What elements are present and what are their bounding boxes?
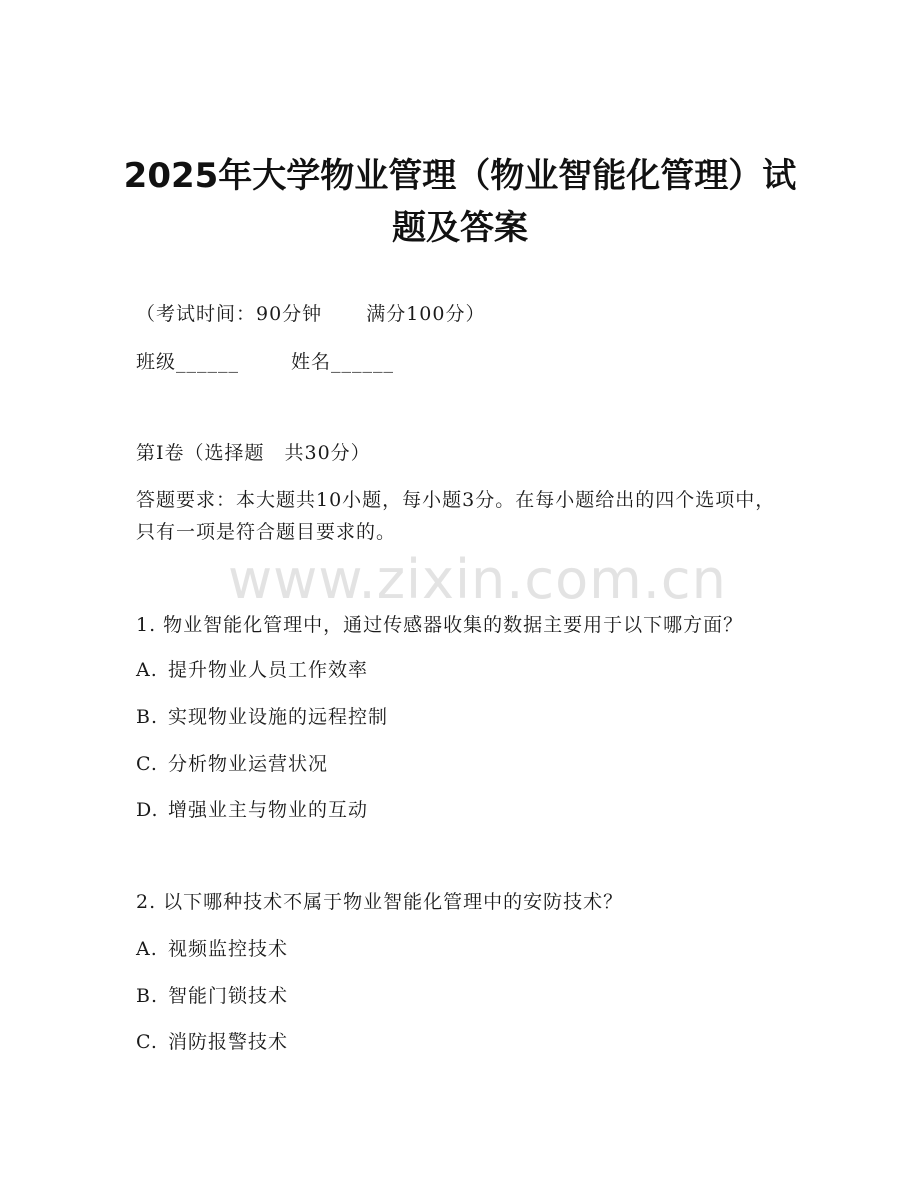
option-text: 视频监控技术 — [168, 938, 289, 960]
exam-time: （考试时间：90分钟 — [136, 303, 323, 325]
exam-info — [136, 302, 485, 326]
option-text: 智能门锁技术 — [168, 985, 289, 1007]
student-info — [136, 350, 394, 374]
option-text: 增强业主与物业的互动 — [168, 799, 369, 821]
question-1-stem: 1. 物业智能化管理中，通过传感器收集的数据主要用于以下哪方面？ — [136, 614, 744, 636]
option-text: 消防报警技术 — [168, 1031, 289, 1053]
option-label: A. — [136, 938, 158, 960]
name-label: 姓名______ — [291, 351, 395, 373]
option-label: C. — [136, 753, 158, 775]
question-1-option-c — [136, 752, 328, 776]
option-label: B. — [136, 985, 159, 1007]
exam-score: 满分100分） — [366, 303, 486, 325]
question-2-option-c — [136, 1030, 288, 1054]
option-text: 分析物业运营状况 — [168, 753, 329, 775]
option-label: C. — [136, 1031, 158, 1053]
question-1-option-d — [136, 798, 368, 822]
section-heading: 第I卷（选择题 共30分） — [136, 442, 371, 464]
question-1-option-b — [136, 705, 388, 729]
page-title-line-1: 2025年大学物业管理（物业智能化管理）试 — [123, 156, 797, 196]
watermark: www.zixin.com.cn — [228, 548, 727, 611]
question-2-option-b — [136, 984, 288, 1008]
option-label: A. — [136, 659, 158, 681]
question-1-option-a — [136, 658, 368, 682]
option-text: 实现物业设施的远程控制 — [168, 706, 389, 728]
option-label: B. — [136, 706, 159, 728]
page-title-line-2: 题及答案 — [392, 208, 528, 248]
section-instructions: 答题要求：本大题共10小题，每小题3分。在每小题给出的四个选项中，只有一项是符合题目要求的。 — [136, 489, 776, 543]
option-text: 提升物业人员工作效率 — [168, 659, 369, 681]
question-2-stem: 2. 以下哪种技术不属于物业智能化管理中的安防技术？ — [136, 891, 624, 913]
class-label: 班级______ — [136, 351, 240, 373]
question-2-option-a — [136, 937, 288, 961]
option-label: D. — [136, 799, 159, 821]
